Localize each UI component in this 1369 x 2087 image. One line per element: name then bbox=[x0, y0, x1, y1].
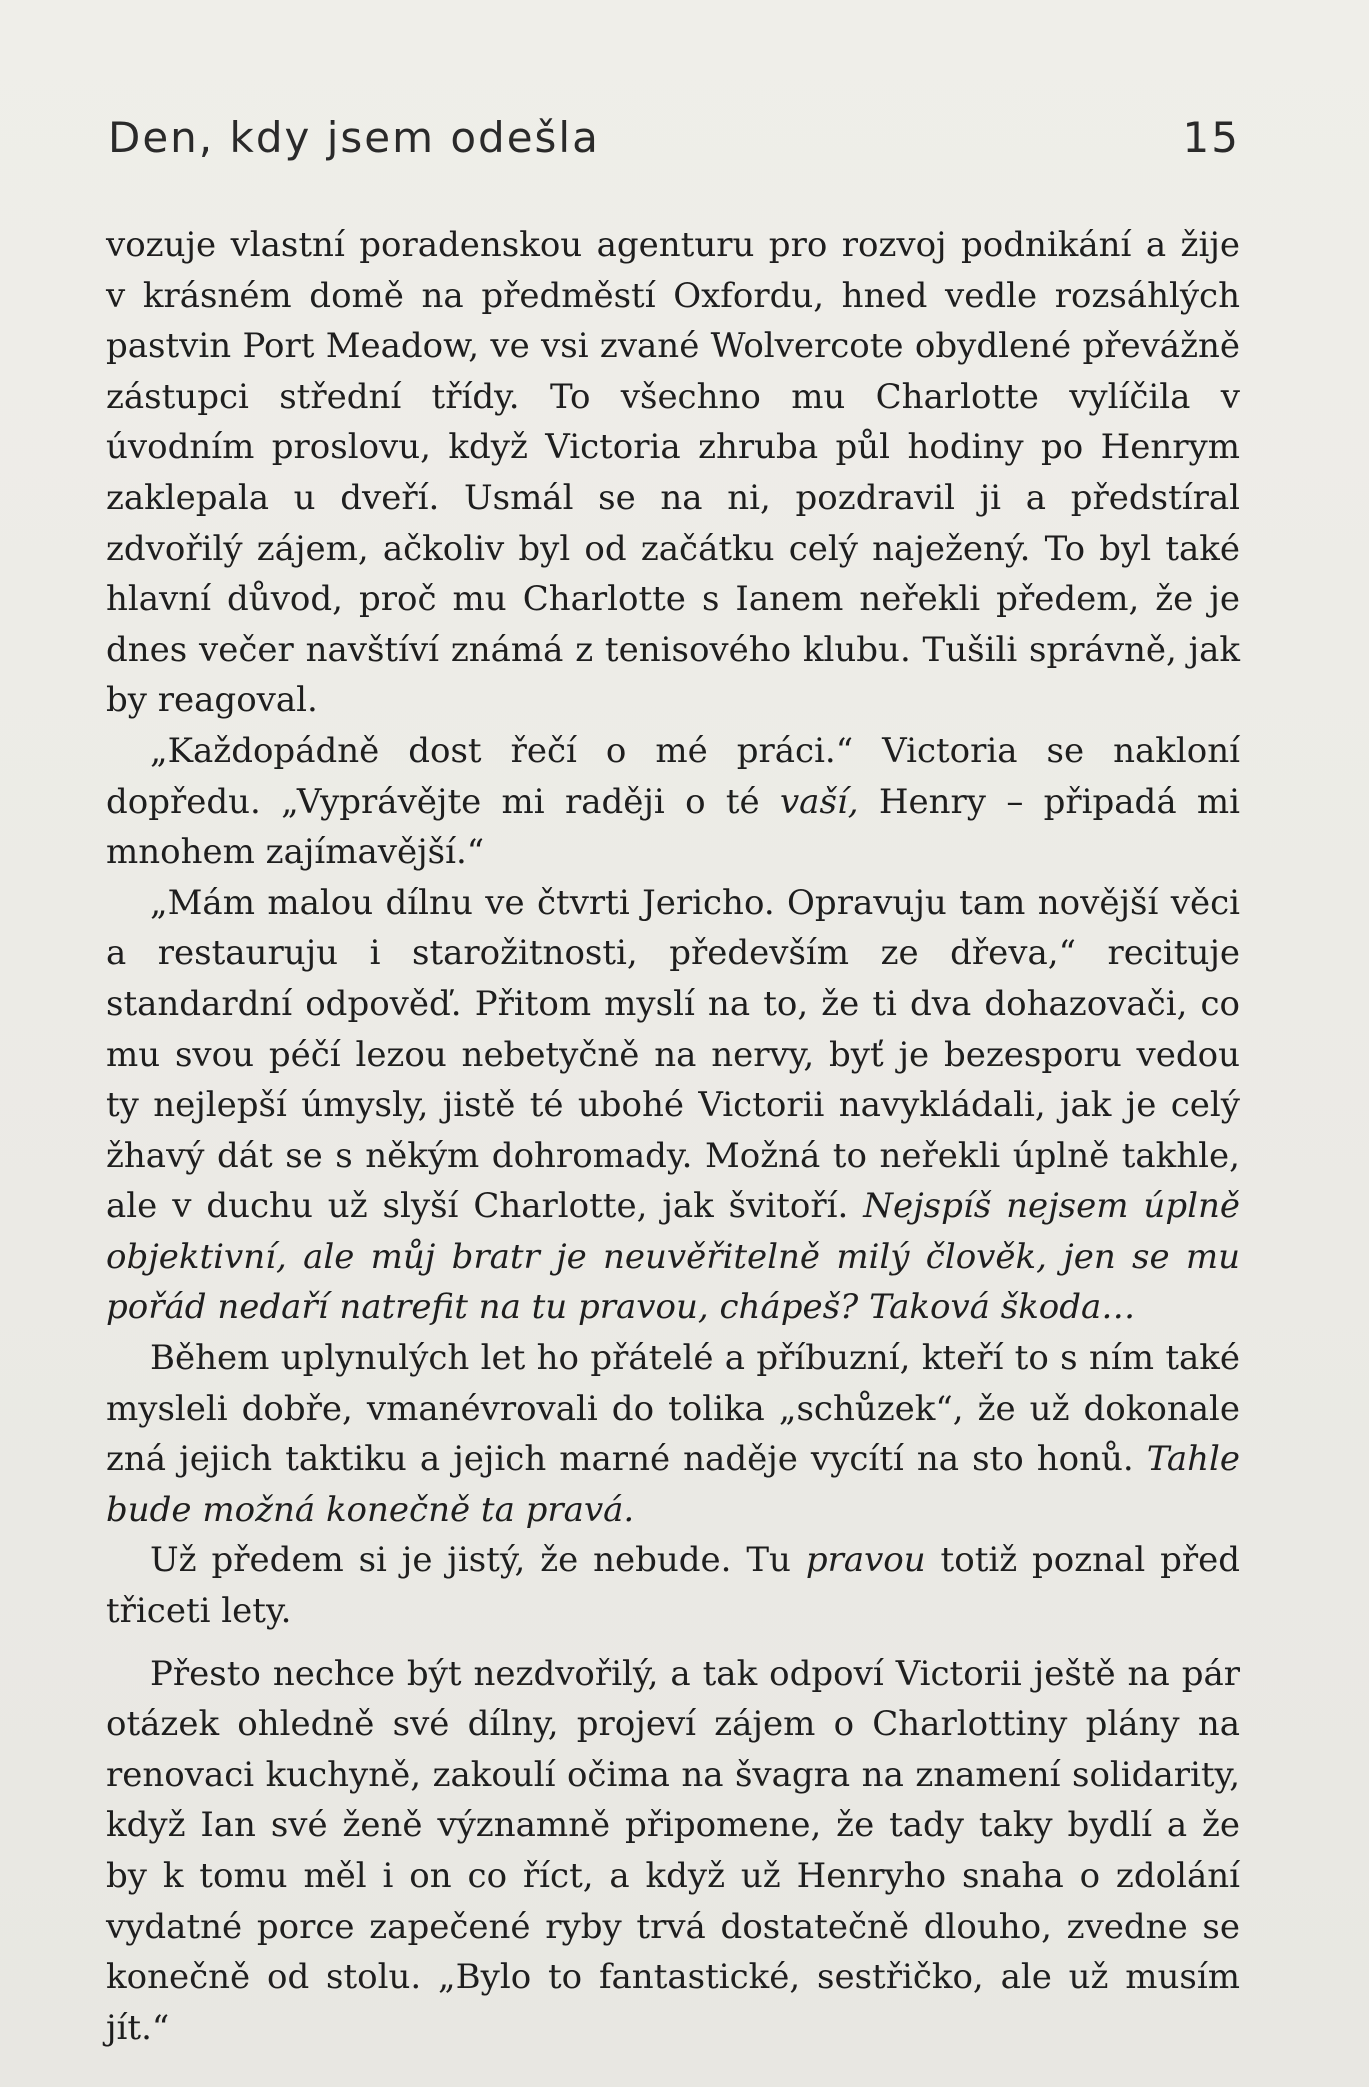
paragraph-4 bbox=[106, 1333, 1240, 1535]
paragraph-4-italic: Tahle bude možná konečně ta pravá. bbox=[106, 1439, 1240, 1530]
paragraph-1: vozuje vlastní poradenskou agenturu pro rozvoj podnikání a žije v krásném domě na předměstí Oxfordu, hned vedle rozsáhlých pastvin Port Meadow, ve vsi zvané Wolvercote obydlené převážně zástupci střední třídy. To všechno mu Charlotte vylíčila v úvodním proslovu, když Victoria zhruba půl hodiny po Henrym zaklepala u dveří. Usmál se na ni, pozdravil ji a předstíral zdvořilý zájem, ačkoliv byl od začátku celý naježený. To byl také hlavní důvod, proč mu Charlotte s Ianem neřekli předem, že je dnes večer navštíví známá z tenisového klubu. Tušili správně, jak by reagoval. bbox=[106, 225, 1240, 721]
paragraph-3 bbox=[106, 878, 1240, 1333]
paragraph-2-italic: vaší, bbox=[779, 781, 859, 822]
running-header bbox=[108, 108, 1240, 168]
paragraph-4-text-a: Během uplynulých let ho přátelé a příbuzní, kteří to s ním také mysleli dobře, vmanévrovali do tolika „schůzek“, že už dokonale zná jejich taktiku a jejich marné naděje vycítí na sto honů. bbox=[106, 1338, 1240, 1480]
page-number: 15 bbox=[1182, 113, 1240, 162]
body-text bbox=[106, 220, 1240, 2053]
paragraph-5 bbox=[106, 1535, 1240, 1636]
paragraph-5-text-c: totiž poznal před třiceti lety. bbox=[106, 1540, 1240, 1632]
paragraph-2-text-c: Henry – připadá mi mnohem zajímavější.“ bbox=[106, 781, 1241, 873]
paragraph-3-text-a: „Mám malou dílnu ve čtvrti Jericho. Opravuju tam novější věci a restauruju i starožitnosti, především ze dřeva,“ recituje standardní odpověď. Přitom myslí na to, že ti dva dohazovači, co mu svou péčí lezou nebetyčně na nervy, byť je bezesporu vedou ty nejlepší úmysly, jistě té ubohé Victorii navykládali, jak je celý žhavý dát se s někým dohromady. Možná to neřekli úplně takhle, ale v duchu už slyší Charlotte, jak švitoří. bbox=[106, 882, 1240, 1227]
paragraph-5-text-a: Už předem si je jistý, že nebude. Tu bbox=[150, 1540, 806, 1581]
paragraph-3-italic: Nejspíš nejsem úplně objektivní, ale můj bratr je neuvěřitelně milý člověk, jen se mu pořád nedaří natrefit na tu pravou, chápeš? Taková škoda… bbox=[106, 1186, 1240, 1328]
paragraph-6: Přesto nechce být nezdvořilý, a tak odpoví Victorii ještě na pár otázek ohledně své dílny, projeví zájem o Charlottiny plány na renovaci kuchyně, zakoulí očima na švagra na znamení solidarity, když Ian své ženě významně připomene, že tady taky bydlí a že by k tomu měl i on co říct, a když už Henryho snaha o zdolání vydatné porce zapečené ryby trvá dostatečně dlouho, zvedne se konečně od stolu. „Bylo to fantastické, sestřičko, ale už musím jít.“ bbox=[106, 1653, 1240, 2048]
paragraph-2-text-a: „Každopádně dost řečí o mé práci.“ Victoria se nakloní dopředu. „Vyprávějte mi raději o té bbox=[106, 730, 1240, 822]
paragraph-2 bbox=[106, 726, 1240, 878]
paragraph-5-italic: pravou bbox=[805, 1540, 926, 1581]
chapter-title: Den, kdy jsem odešla bbox=[108, 113, 600, 162]
